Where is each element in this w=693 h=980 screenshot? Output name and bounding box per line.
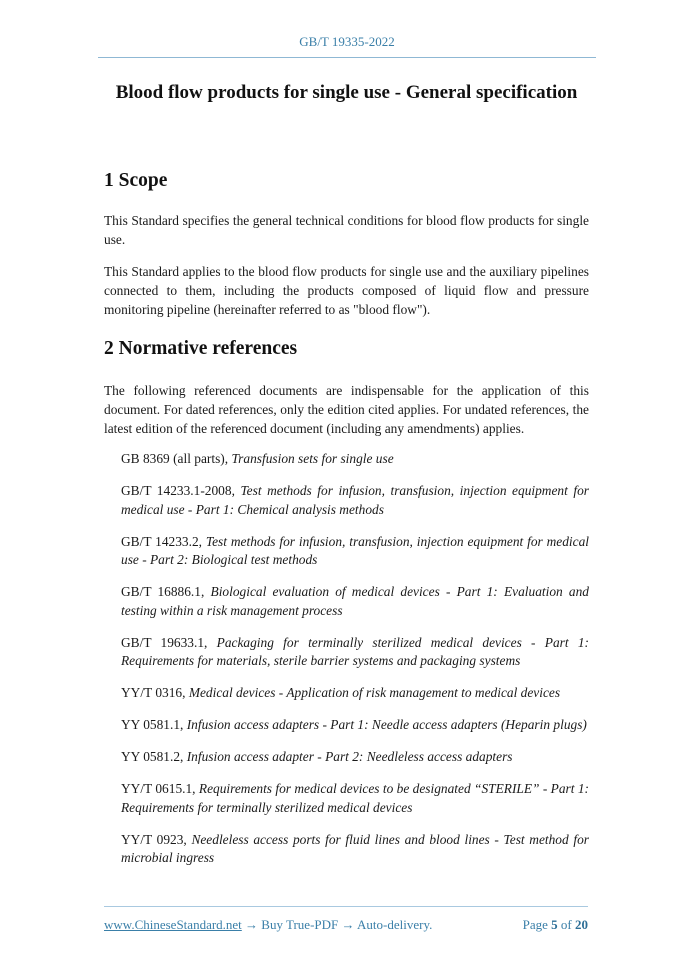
arrow-right-icon: → xyxy=(245,917,259,932)
normative-intro-container xyxy=(104,381,589,438)
page-header: GB/T 19335-2022 xyxy=(299,34,395,49)
reference-item xyxy=(121,450,589,469)
reference-item xyxy=(121,684,589,703)
section-normative-references xyxy=(104,338,589,360)
scope-paragraph-2: This Standard applies to the blood flow products for single use and the auxiliary pipelines connected to them, including the products composed of liquid flow and pressure monitoring pipeline (hereinafter referred to as "blood flow"). xyxy=(104,264,589,317)
reference-code: GB/T 19633.1, xyxy=(121,634,217,650)
reference-code: GB/T 14233.1-2008, xyxy=(121,483,241,498)
footer-divider xyxy=(104,906,588,907)
reference-code: YY/T 0615.1, xyxy=(121,781,199,796)
scope-paragraph-1: This Standard specifies the general technical conditions for blood flow products for single use. xyxy=(104,213,589,247)
reference-item xyxy=(121,831,589,868)
reference-title: Biological evaluation of medical devices - Part 1: Evaluation and testing within a risk management process xyxy=(121,584,589,618)
reference-list xyxy=(121,450,589,881)
section-scope xyxy=(104,170,589,192)
section-heading-scope: 1 Scope xyxy=(104,170,168,191)
auto-delivery-text: Auto-delivery. xyxy=(357,917,433,932)
normative-intro-paragraph: The following referenced documents are indispensable for the application of this document. For dated references, only the edition cited applies. For undated references, the latest edition of the referenced document (including any amendments) applies. xyxy=(104,383,589,436)
website-link[interactable]: www.ChineseStandard.net xyxy=(104,917,242,932)
reference-item xyxy=(121,748,589,767)
buy-pdf-text: Buy True-PDF xyxy=(261,917,339,932)
section-heading-normative-references: 2 Normative references xyxy=(104,338,298,359)
reference-title: Test methods for infusion, transfusion, injection equipment for medical use - Part 2: Biological test methods xyxy=(121,533,590,567)
reference-item xyxy=(121,634,589,671)
arrow-right-icon: → xyxy=(341,917,355,932)
page-indicator xyxy=(523,917,588,933)
reference-code: GB 8369 (all parts), xyxy=(121,451,232,466)
scope-paragraph-2-container xyxy=(104,262,589,319)
reference-title: Needleless access ports for fluid lines and blood lines - Test method for microbial ingress xyxy=(121,831,589,865)
scope-paragraph-1-container xyxy=(104,211,589,249)
reference-title: Requirements for medical devices to be designated “STERILE” - Part 1: Requirements for terminally sterilized medical devices xyxy=(121,781,589,815)
reference-title: Medical devices - Application of risk management to medical devices xyxy=(188,685,561,700)
page-total: 20 xyxy=(575,917,588,932)
reference-code: GB/T 14233.2, xyxy=(121,533,206,549)
page-label: Page xyxy=(522,917,548,932)
reference-title: Infusion access adapter - Part 2: Needleless access adapters xyxy=(186,749,513,764)
reference-item xyxy=(121,780,589,817)
document-title: Blood flow products for single use - General specification xyxy=(115,82,578,103)
reference-code: YY 0581.2, xyxy=(121,749,187,764)
reference-code: YY/T 0316, xyxy=(121,685,189,700)
reference-code: GB/T 16886.1, xyxy=(121,584,211,599)
reference-item xyxy=(121,533,589,570)
reference-title: Packaging for terminally sterilized medical devices - Part 1: Requirements for materials, sterile barrier systems and packaging systems xyxy=(121,634,589,668)
reference-title: Infusion access adapters - Part 1: Needle access adapters (Heparin plugs) xyxy=(186,717,587,732)
page-current: 5 xyxy=(551,917,558,932)
header-divider xyxy=(98,57,596,58)
reference-item xyxy=(121,482,589,519)
reference-item xyxy=(121,716,589,735)
page-footer xyxy=(104,917,588,933)
reference-code: YY/T 0923, xyxy=(121,831,192,847)
page-of-label: of xyxy=(560,917,572,932)
reference-title: Transfusion sets for single use xyxy=(231,451,394,466)
reference-title: Test methods for infusion, transfusion, injection equipment for medical use - Part 1: Chemical analysis methods xyxy=(121,483,590,517)
reference-code: YY 0581.1, xyxy=(121,717,187,732)
reference-item xyxy=(121,583,589,620)
